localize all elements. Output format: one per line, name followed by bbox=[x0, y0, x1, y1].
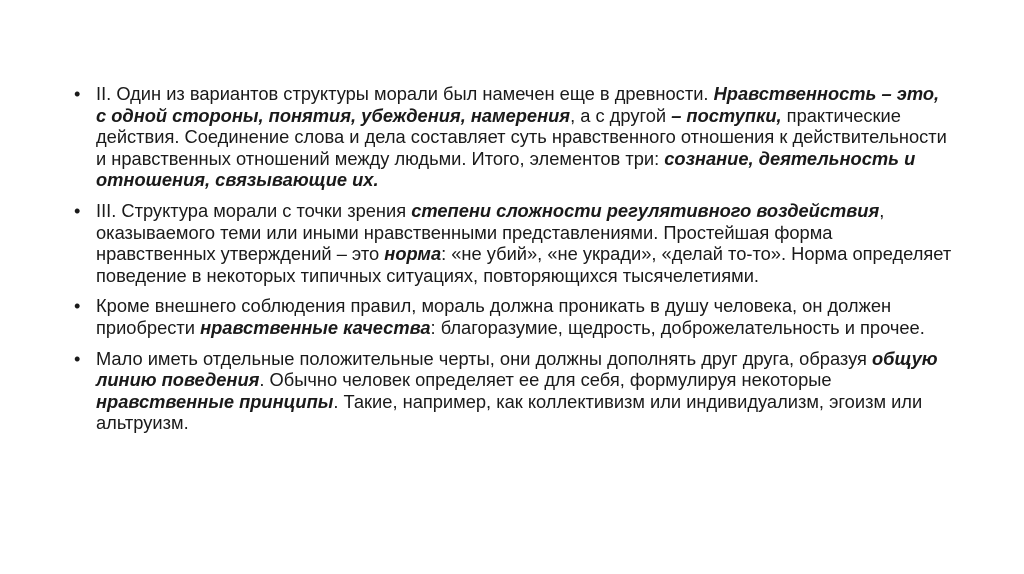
text-segment: практические действия. Соединение слова и дела составляет суть нравственного отношения к действительности и нравственных отношений между людьми. Итого, элементов три: bbox=[96, 104, 947, 169]
bullet-item-regulatory-complexity bbox=[74, 200, 954, 286]
emphasis-segment: – поступки, bbox=[671, 104, 782, 126]
text-segment: Кроме внешнего соблюдения правил, мораль должна проникать в душу человека, он должен приобрести bbox=[96, 295, 892, 338]
bullet-dot-icon: • bbox=[74, 83, 81, 104]
text-segment: . Обычно человек определяет ее для себя, формулируя некоторые bbox=[259, 369, 832, 391]
bullet-dot-icon: • bbox=[74, 199, 81, 221]
text-segment: II. Один из вариантов структуры морали был намечен еще в древности. bbox=[96, 83, 714, 104]
text-segment: : «не убий», «не укради», «делай то-то». Норма определяет поведение в некоторых типичных ситуациях, повторяющихся тысячелетиями. bbox=[96, 243, 952, 286]
text-segment: , оказываемого теми или иными нравственными представлениями. Простейшая форма нравственных утверждений – это bbox=[96, 199, 885, 265]
bullet-list bbox=[74, 83, 954, 443]
bullet-dot-icon: • bbox=[74, 295, 81, 317]
bullet-item-moral-principles bbox=[74, 348, 954, 434]
text-segment: III. Структура морали с точки зрения bbox=[96, 199, 412, 221]
text-segment: , а с другой bbox=[570, 104, 672, 126]
text-segment: : благоразумие, щедрость, доброжелательность и прочее. bbox=[430, 316, 925, 338]
text-segment: . Такие, например, как коллективизм или индивидуализм, эгоизм или альтруизм. bbox=[96, 390, 923, 434]
bullet-dot-icon: • bbox=[74, 347, 81, 369]
bullet-item-moral-qualities bbox=[74, 295, 954, 338]
emphasis-segment: Нравственность – это, с одной стороны, понятия, убеждения, намерения bbox=[96, 83, 940, 126]
emphasis-segment: норма bbox=[384, 243, 442, 265]
bullet-item-structure-ancient bbox=[74, 83, 954, 191]
text-segment: Мало иметь отдельные положительные черты, они должны дополнять друг друга, образуя bbox=[96, 347, 873, 369]
emphasis-segment: нравственные качества bbox=[200, 316, 431, 338]
emphasis-segment: сознание, деятельность и отношения, связывающие их. bbox=[96, 147, 916, 191]
emphasis-segment: общую линию поведения bbox=[96, 347, 938, 391]
emphasis-segment: нравственные принципы bbox=[96, 390, 334, 412]
emphasis-segment: степени сложности регулятивного воздействия bbox=[411, 199, 880, 221]
